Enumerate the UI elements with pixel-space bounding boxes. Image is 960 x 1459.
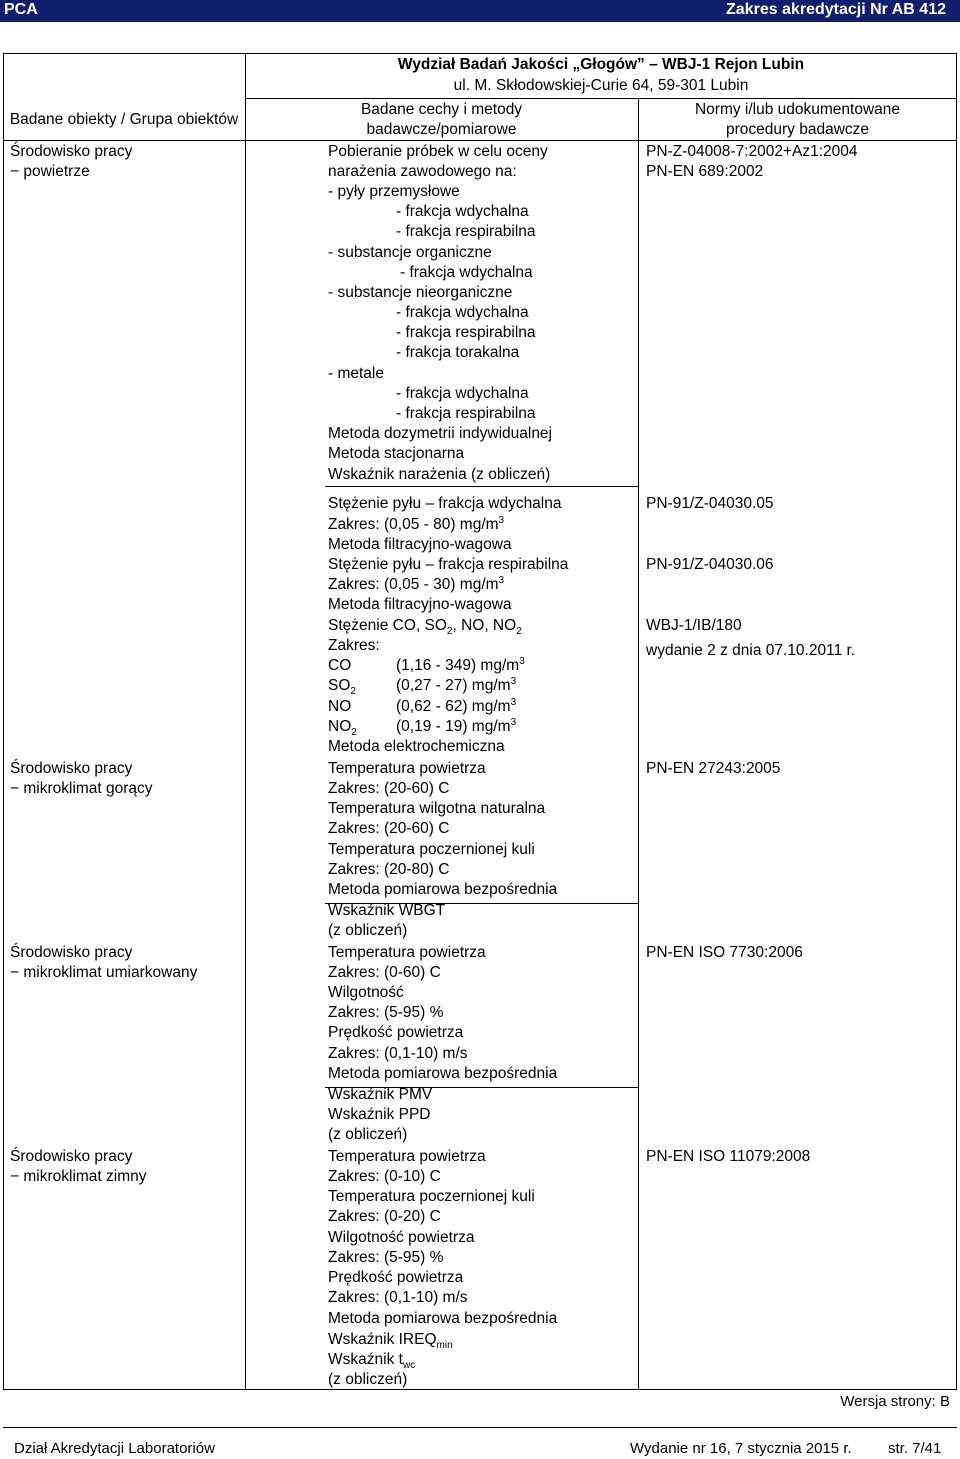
norm-ref: PN-EN ISO 7730:2006 xyxy=(646,944,803,961)
feature-line: Stężenie pyłu – frakcja wdychalna xyxy=(328,495,562,512)
row-divider xyxy=(245,98,957,99)
footer-edition: Wydanie nr 16, 7 stycznia 2015 r. xyxy=(630,1440,852,1457)
feature-line: Wilgotność powietrza xyxy=(328,1229,475,1246)
feature-line: Metoda pomiarowa bezpośrednia xyxy=(328,1065,558,1082)
col-header-norms: Normy i/lub udokumentowane xyxy=(694,101,901,118)
feature-line: Zakres: (20-60) C xyxy=(328,780,450,797)
object-sublabel: − mikroklimat umiarkowany xyxy=(10,964,198,981)
row-divider xyxy=(325,486,638,487)
object-label: Środowisko pracy xyxy=(10,1148,133,1165)
feature-line: - frakcja torakalna xyxy=(396,344,520,361)
object-label: Środowisko pracy xyxy=(10,143,133,160)
feature-line: Wskaźnik PMV xyxy=(328,1086,433,1103)
footer-left: Dział Akredytacji Laboratoriów xyxy=(14,1440,215,1457)
feature-line: - frakcja wdychalna xyxy=(400,264,533,281)
page-version: Wersja strony: B xyxy=(840,1393,950,1410)
feature-line: Stężenie pyłu – frakcja respirabilna xyxy=(328,556,569,573)
feature-line: Temperatura wilgotna naturalna xyxy=(328,800,546,817)
gas-row: $SO_2$ (0,27 - 27) $mg/m^3$ xyxy=(328,675,517,698)
feature-line: Metoda pomiarowa bezpośrednia xyxy=(328,1310,558,1327)
feature-line: Zakres: (20-80) C xyxy=(328,861,450,878)
feature-line: (z obliczeń) xyxy=(328,922,408,939)
feature-line: Zakres: (0,1-10) m/s xyxy=(328,1289,468,1306)
feature-line: Wskaźnik WBGT xyxy=(328,902,446,919)
scope-label: Zakres akredytacji Nr AB 412 xyxy=(726,1,946,18)
norm-ref: PN-EN 27243:2005 xyxy=(646,760,781,777)
feature-line: Metoda stacjonarna xyxy=(328,445,465,462)
feature-line: Prędkość powietrza xyxy=(328,1024,464,1041)
norm-ref: WBJ-1/IB/180 xyxy=(646,617,742,634)
feature-line: Wskaźnik narażenia (z obliczeń) xyxy=(328,466,551,483)
footer-rule xyxy=(3,1427,957,1428)
row-divider xyxy=(3,140,957,141)
object-label: Środowisko pracy xyxy=(10,944,133,961)
feature-line: Zakres: (0,05 - 80) $mg/m^3$ xyxy=(328,514,505,533)
feature-line: Temperatura poczernionej kuli xyxy=(328,841,535,858)
norm-ref: PN-EN ISO 11079:2008 xyxy=(646,1148,811,1165)
feature-line: Stężenie CO, $SO_2$, NO, $NO_2$ xyxy=(328,617,522,638)
lab-address: ul. M. Skłodowskiej-Curie 64, 59-301 Lubin xyxy=(453,77,749,94)
feature-line: - frakcja wdychalna xyxy=(396,304,529,321)
feature-line: narażenia zawodowego na: xyxy=(328,163,517,180)
feature-line: Zakres: (0,1-10) m/s xyxy=(328,1045,468,1062)
gas-row: $NO_2$ (0,19 - 19) $mg/m^3$ xyxy=(328,716,517,739)
col-header-features-2: badawcze/pomiarowe xyxy=(366,121,517,138)
feature-line: Wskaźnik $t_{wc}$ xyxy=(328,1351,416,1372)
feature-line: (z obliczeń) xyxy=(328,1371,408,1388)
feature-line: Wskaźnik $IREQ_{min}$ xyxy=(328,1331,453,1352)
feature-line: Metoda dozymetrii indywidualnej xyxy=(328,425,553,442)
feature-line: Zakres: (0,05 - 30) $mg/m^3$ xyxy=(328,574,505,593)
object-sublabel: − mikroklimat gorący xyxy=(10,780,153,797)
feature-line: Temperatura poczernionej kuli xyxy=(328,1188,535,1205)
feature-line: - substancje organiczne xyxy=(328,244,492,261)
feature-line: Wskaźnik PPD xyxy=(328,1106,431,1123)
feature-line: - frakcja respirabilna xyxy=(396,405,536,422)
feature-line: Metoda filtracyjno-wagowa xyxy=(328,596,512,613)
feature-line: - frakcja respirabilna xyxy=(396,223,536,240)
feature-line: Temperatura powietrza xyxy=(328,760,486,777)
feature-line: - frakcja respirabilna xyxy=(396,324,536,341)
feature-line: (z obliczeń) xyxy=(328,1126,408,1143)
feature-line: Prędkość powietrza xyxy=(328,1269,464,1286)
col-divider xyxy=(638,98,639,1390)
norm-ref: PN-EN 689:2002 xyxy=(646,163,764,180)
gas-row: CO (1,16 - 349) $mg/m^3$ xyxy=(328,655,525,674)
col-header-features: Badane cechy i metody xyxy=(360,101,523,118)
feature-line: - metale xyxy=(328,365,384,382)
norm-ref: wydanie 2 z dnia 07.10.2011 r. xyxy=(646,642,856,659)
footer-page-number: str. 7/41 xyxy=(888,1440,942,1457)
org-label: PCA xyxy=(4,1,38,18)
lab-name: Wydział Badań Jakości „Głogów” – WBJ-1 Rejon Lubin xyxy=(397,56,805,73)
feature-line: - frakcja wdychalna xyxy=(396,385,529,402)
feature-line: Wilgotność xyxy=(328,984,404,1001)
col-header-objects: Badane obiekty / Grupa obiektów xyxy=(9,111,239,128)
feature-line: Zakres: (20-60) C xyxy=(328,820,450,837)
feature-line: Zakres: (0-20) C xyxy=(328,1208,441,1225)
feature-line: Zakres: (5-95) % xyxy=(328,1004,444,1021)
col-divider xyxy=(245,53,246,1390)
feature-line: Zakres: xyxy=(328,637,380,654)
feature-line: - pyły przemysłowe xyxy=(328,183,460,200)
feature-line: Zakres: (0-60) C xyxy=(328,964,441,981)
feature-line: Zakres: (0-10) C xyxy=(328,1168,441,1185)
col-header-norms-2: procedury badawcze xyxy=(725,121,870,138)
feature-line: - frakcja wdychalna xyxy=(396,203,529,220)
feature-line: Temperatura powietrza xyxy=(328,1148,486,1165)
feature-line: Temperatura powietrza xyxy=(328,944,486,961)
object-label: Środowisko pracy xyxy=(10,760,133,777)
object-sublabel: − powietrze xyxy=(10,163,90,180)
norm-ref: PN-Z-04008-7:2002+Az1:2004 xyxy=(646,143,858,160)
top-bar xyxy=(0,0,960,22)
feature-line: Metoda pomiarowa bezpośrednia xyxy=(328,881,558,898)
norm-ref: PN-91/Z-04030.05 xyxy=(646,495,774,512)
object-sublabel: − mikroklimat zimny xyxy=(10,1168,147,1185)
gas-row: NO (0,62 - 62) $mg/m^3$ xyxy=(328,696,517,715)
feature-line: Metoda filtracyjno-wagowa xyxy=(328,536,512,553)
feature-line: - substancje nieorganiczne xyxy=(328,284,513,301)
feature-line: Metoda elektrochemiczna xyxy=(328,738,505,755)
feature-line: Pobieranie próbek w celu oceny xyxy=(328,143,548,160)
norm-ref: PN-91/Z-04030.06 xyxy=(646,556,774,573)
feature-line: Zakres: (5-95) % xyxy=(328,1249,444,1266)
